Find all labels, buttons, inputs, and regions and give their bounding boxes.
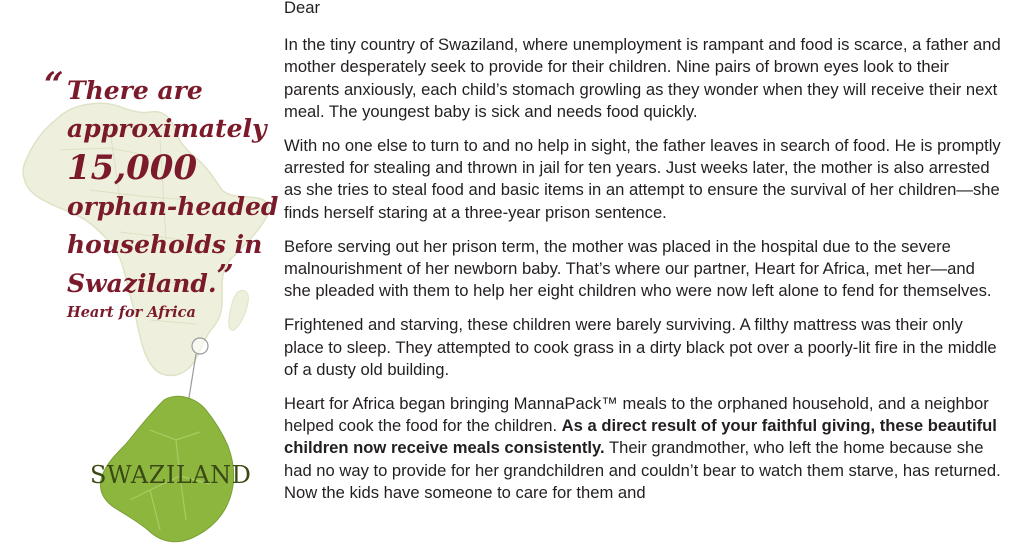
letter-body bbox=[284, 0, 1004, 516]
quote-line-5: households in bbox=[67, 230, 263, 259]
letter-salutation: Dear bbox=[284, 0, 320, 17]
quote-attribution: Heart for Africa bbox=[67, 304, 196, 321]
quote-line-2: approximately bbox=[67, 114, 267, 143]
close-quote-mark: ” bbox=[216, 259, 234, 294]
letter-paragraph-5 bbox=[284, 393, 1004, 504]
location-marker-circle bbox=[192, 338, 208, 354]
letter-paragraph-4: Frightened and starving, these children were barely surviving. A filthy mattress was their only place to sleep. They attempted to cook grass in a dirty black pot over a poorly-lit fire in the middle of a dusty old building. bbox=[284, 315, 997, 379]
country-label: SWAZILAND bbox=[90, 461, 252, 489]
pull-quote bbox=[44, 65, 279, 303]
open-quote-mark: “ bbox=[44, 65, 64, 105]
quote-line-6-text: Swaziland. bbox=[67, 269, 217, 298]
letter-paragraph-3: Before serving out her prison term, the mother was placed in the hospital due to the severe malnourishment of her newborn baby. That’s where our partner, Heart for Africa, met her—and she pleaded with them to help her eight children who were now left alone to fend for themselves. bbox=[284, 236, 992, 301]
quote-line-6 bbox=[44, 259, 274, 303]
letter-paragraph-5-rest: Their grandmother, who left the home because she had no way to provide for her grandchildren and couldn’t bear to watch them starve, has returned. Now the kids have someone to care for them and bbox=[284, 438, 1001, 502]
quote-line-1: There are bbox=[67, 76, 203, 105]
sidebar-infographic bbox=[0, 0, 280, 555]
letter-paragraph-5-bold: As a direct result of your faithful giving, these beautiful children now receive meals consistently. bbox=[284, 416, 997, 458]
quote-line-4: orphan-headed bbox=[67, 192, 279, 221]
letter-paragraph-5-intro: Heart for Africa began bringing MannaPack™ meals to the orphaned household, and a neighbor helped cook the food for the children. bbox=[284, 394, 989, 436]
quote-line-3-number: 15,000 bbox=[67, 148, 198, 188]
letter-paragraph-2: With no one else to turn to and no help in sight, the father leaves in search of food. He is promptly arrested for stealing and thrown in jail for ten years. Just weeks later, the mother is also arrested as she tries to steal food and basic items in an attempt to ensure the survival of her children—she finds herself staring at a three-year prison sentence. bbox=[284, 136, 1001, 222]
letter-paragraph-1: In the tiny country of Swaziland, where unemployment is rampant and food is scarce, a father and mother desperately seek to provide for their children. Nine pairs of brown eyes look to their parents anxiously, each child’s stomach growling as they wonder when they will receive their next meal. The youngest baby is sick and needs food quickly. bbox=[284, 35, 1001, 121]
